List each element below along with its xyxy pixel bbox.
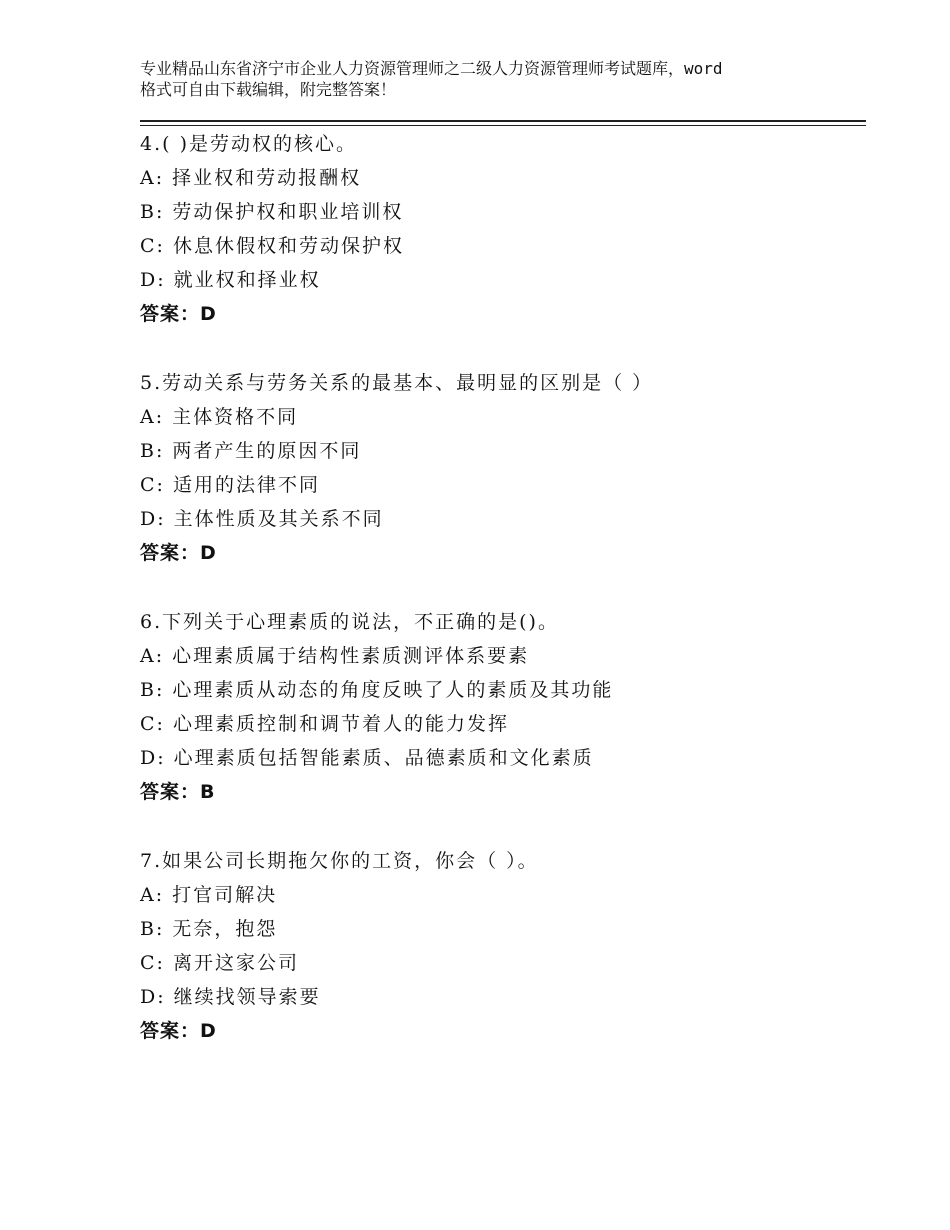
option-a: A: 主体资格不同: [140, 406, 299, 428]
option-d: D: 就业权和择业权: [140, 269, 321, 291]
answer: 答案：D: [140, 542, 217, 564]
question-4: [140, 127, 860, 331]
header-rule-thick: [140, 120, 866, 122]
header-line-1: 专业精品山东省济宁市企业人力资源管理师之二级人力资源管理师考试题库，word: [140, 59, 723, 78]
option-c: C: 休息休假权和劳动保护权: [140, 235, 404, 257]
question-7: [140, 844, 860, 1048]
option-a: A: 择业权和劳动报酬权: [140, 167, 362, 189]
question-stem: 4.( )是劳动权的核心。: [140, 133, 357, 155]
option-d: D: 心理素质包括智能素质、品德素质和文化素质: [140, 747, 594, 769]
question-stem: 7.如果公司长期拖欠你的工资，你会（ ）。: [140, 850, 539, 872]
header-line-2: 格式可自由下载编辑，附完整答案！: [140, 80, 397, 99]
answer: 答案：D: [140, 303, 217, 325]
question-stem: 6.下列关于心理素质的说法，不正确的是()。: [140, 611, 559, 633]
question-stem: 5.劳动关系与劳务关系的最基本、最明显的区别是（ ）: [140, 372, 654, 394]
option-b: B: 两者产生的原因不同: [140, 440, 362, 462]
option-b: B: 劳动保护权和职业培训权: [140, 201, 404, 223]
question-5: [140, 366, 860, 570]
document-header: [140, 58, 840, 100]
question-6: [140, 605, 860, 809]
option-d: D: 继续找领导索要: [140, 986, 321, 1008]
option-b: B: 心理素质从动态的角度反映了人的素质及其功能: [140, 679, 614, 701]
option-c: C: 适用的法律不同: [140, 474, 320, 496]
header-rule-thin: [140, 125, 866, 126]
option-c: C: 离开这家公司: [140, 952, 299, 974]
option-a: A: 心理素质属于结构性素质测评体系要素: [140, 645, 530, 667]
answer: 答案：D: [140, 1020, 217, 1042]
option-b: B: 无奈，抱怨: [140, 918, 278, 940]
option-d: D: 主体性质及其关系不同: [140, 508, 384, 530]
answer: 答案：B: [140, 781, 216, 803]
option-a: A: 打官司解决: [140, 884, 278, 906]
option-c: C: 心理素质控制和调节着人的能力发挥: [140, 713, 509, 735]
